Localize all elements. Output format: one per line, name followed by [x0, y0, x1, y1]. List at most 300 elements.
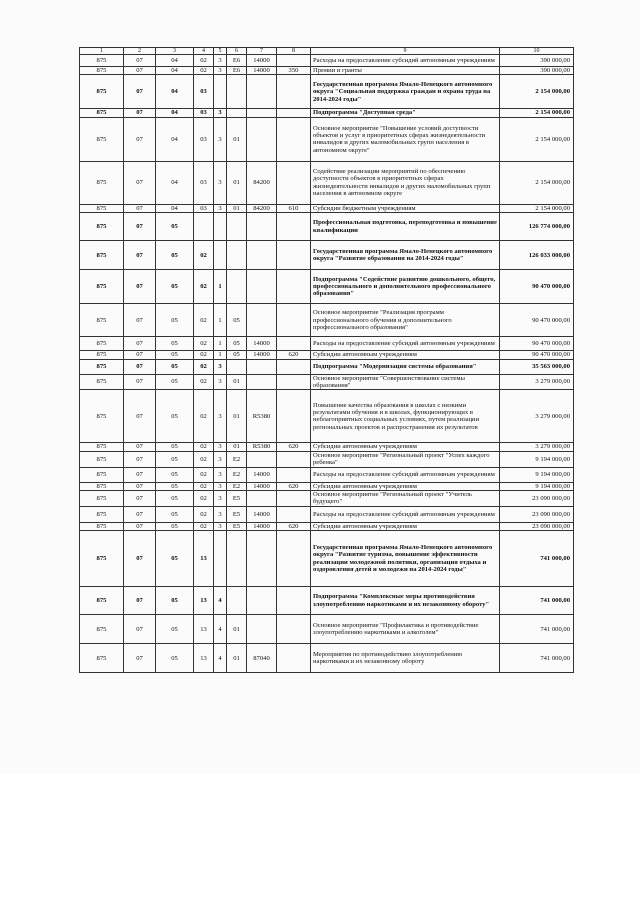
program-cell: 02: [194, 374, 214, 390]
activity-cell: 05: [227, 351, 247, 359]
description-cell: Подпрограмма "Содействие развитию дошкольного, общего, профессионального и дополнительного профессионального образования": [311, 270, 500, 304]
program-cell: 02: [194, 443, 214, 451]
expense-type-cell: [277, 491, 311, 507]
program-cell: 13: [194, 531, 214, 587]
subsection-cell: 05: [156, 304, 194, 337]
activity-cell: 01: [227, 374, 247, 390]
subsection-cell: 05: [156, 506, 194, 522]
section-cell: 07: [124, 390, 156, 443]
subsection-cell: 05: [156, 467, 194, 482]
amount-cell: 35 563 000,00: [500, 359, 574, 374]
subprogram-cell: [214, 241, 227, 270]
activity-cell: 05: [227, 337, 247, 351]
subprogram-cell: 3: [214, 451, 227, 467]
expense-type-cell: [277, 241, 311, 270]
table-row: [80, 482, 574, 490]
table-row: [80, 506, 574, 522]
subsection-cell: 05: [156, 531, 194, 587]
section-cell: 07: [124, 75, 156, 109]
description-cell: Государственная программа Ямало-Ненецкого автономного округа "Социальная поддержка граждан и охрана труда на 2014-2024 годы": [311, 75, 500, 109]
activity-cell: 01: [227, 161, 247, 204]
amount-cell: 2 154 000,00: [500, 117, 574, 161]
program-cell: 13: [194, 644, 214, 673]
column-number-header: 2: [124, 48, 156, 55]
activity-cell: 01: [227, 117, 247, 161]
description-cell: Премии и гранты: [311, 67, 500, 75]
column-number-header: 6: [227, 48, 247, 55]
admin-code-cell: 875: [80, 587, 124, 615]
activity-cell: 05: [227, 304, 247, 337]
subsection-cell: 05: [156, 213, 194, 241]
section-cell: 07: [124, 161, 156, 204]
description-cell: Расходы на предоставление субсидий автономным учреждениям: [311, 506, 500, 522]
activity-cell: 01: [227, 204, 247, 212]
subsection-cell: 05: [156, 390, 194, 443]
subsection-cell: 05: [156, 451, 194, 467]
subprogram-cell: 1: [214, 351, 227, 359]
description-cell: Государственная программа Ямало-Ненецкого автономного округа "Развитие туризма, повышение эффективности реализации молодежной политики, организация отдыха и оздоровления детей и молодежи на 2014-2024 годы": [311, 531, 500, 587]
column-number-header: 1: [80, 48, 124, 55]
table-row: [80, 587, 574, 615]
program-cell: 02: [194, 55, 214, 67]
amount-cell: 90 470 000,00: [500, 270, 574, 304]
program-cell: 03: [194, 117, 214, 161]
program-cell: 02: [194, 390, 214, 443]
direction-cell: 14000: [247, 522, 277, 530]
description-cell: Субсидии бюджетным учреждениям: [311, 204, 500, 212]
activity-cell: Е6: [227, 55, 247, 67]
activity-cell: 01: [227, 390, 247, 443]
description-cell: Расходы на предоставление субсидий автономным учреждениям: [311, 467, 500, 482]
subsection-cell: 05: [156, 270, 194, 304]
amount-cell: 9 194 000,00: [500, 467, 574, 482]
admin-code-cell: 875: [80, 241, 124, 270]
table-row: [80, 270, 574, 304]
table-row: [80, 204, 574, 212]
description-cell: Расходы на предоставление субсидий автономным учреждениям: [311, 337, 500, 351]
amount-cell: 741 000,00: [500, 615, 574, 644]
activity-cell: [227, 587, 247, 615]
subprogram-cell: 1: [214, 337, 227, 351]
expense-type-cell: [277, 117, 311, 161]
direction-cell: [247, 109, 277, 117]
subsection-cell: 05: [156, 359, 194, 374]
section-cell: 07: [124, 117, 156, 161]
amount-cell: 3 279 000,00: [500, 443, 574, 451]
subprogram-cell: 3: [214, 390, 227, 443]
expense-type-cell: [277, 506, 311, 522]
direction-cell: R5380: [247, 443, 277, 451]
expense-type-cell: [277, 337, 311, 351]
admin-code-cell: 875: [80, 531, 124, 587]
description-cell: Субсидии автономным учреждениям: [311, 351, 500, 359]
expense-type-cell: [277, 109, 311, 117]
subprogram-cell: 3: [214, 55, 227, 67]
amount-cell: 3 279 000,00: [500, 390, 574, 443]
subsection-cell: 05: [156, 241, 194, 270]
description-cell: Государственная программа Ямало-Ненецкого автономного округа "Развитие образования на 2014-2024 годы": [311, 241, 500, 270]
expense-type-cell: [277, 587, 311, 615]
amount-cell: 23 090 000,00: [500, 491, 574, 507]
table-row: [80, 644, 574, 673]
expense-type-cell: 610: [277, 204, 311, 212]
table-row: [80, 67, 574, 75]
admin-code-cell: 875: [80, 443, 124, 451]
admin-code-cell: 875: [80, 337, 124, 351]
program-cell: 02: [194, 241, 214, 270]
expense-type-cell: [277, 531, 311, 587]
direction-cell: [247, 117, 277, 161]
admin-code-cell: 875: [80, 67, 124, 75]
admin-code-cell: 875: [80, 75, 124, 109]
program-cell: 02: [194, 304, 214, 337]
amount-cell: 23 090 000,00: [500, 506, 574, 522]
direction-cell: [247, 491, 277, 507]
expense-type-cell: 620: [277, 522, 311, 530]
amount-cell: 741 000,00: [500, 587, 574, 615]
admin-code-cell: 875: [80, 522, 124, 530]
program-cell: 02: [194, 337, 214, 351]
amount-cell: 9 194 000,00: [500, 451, 574, 467]
expense-type-cell: 620: [277, 351, 311, 359]
section-cell: 07: [124, 67, 156, 75]
activity-cell: Е5: [227, 522, 247, 530]
expense-type-cell: [277, 161, 311, 204]
amount-cell: 23 090 000,00: [500, 522, 574, 530]
subprogram-cell: [214, 531, 227, 587]
direction-cell: [247, 270, 277, 304]
table-row: [80, 451, 574, 467]
subsection-cell: 05: [156, 491, 194, 507]
expense-type-cell: [277, 213, 311, 241]
activity-cell: [227, 359, 247, 374]
subprogram-cell: 3: [214, 522, 227, 530]
expense-type-cell: [277, 467, 311, 482]
section-cell: 07: [124, 506, 156, 522]
table-row: [80, 351, 574, 359]
program-cell: 02: [194, 351, 214, 359]
program-cell: 13: [194, 615, 214, 644]
table-row: [80, 491, 574, 507]
program-cell: 02: [194, 522, 214, 530]
amount-cell: 741 000,00: [500, 644, 574, 673]
column-number-header: 7: [247, 48, 277, 55]
section-cell: 07: [124, 351, 156, 359]
description-cell: Субсидии автономным учреждениям: [311, 482, 500, 490]
amount-cell: 126 033 000,00: [500, 241, 574, 270]
direction-cell: [247, 75, 277, 109]
section-cell: 07: [124, 587, 156, 615]
direction-cell: 14000: [247, 506, 277, 522]
subprogram-cell: 3: [214, 443, 227, 451]
description-cell: Повышение качества образования в школах с низкими результатами обучения и в школах, функционирующих в неблагоприятных социальных условиях, путем реализации региональных проектов и распространения их результатов: [311, 390, 500, 443]
subprogram-cell: 3: [214, 359, 227, 374]
subsection-cell: 04: [156, 117, 194, 161]
amount-cell: 3 279 000,00: [500, 374, 574, 390]
subprogram-cell: 4: [214, 587, 227, 615]
admin-code-cell: 875: [80, 55, 124, 67]
table-row: [80, 337, 574, 351]
section-cell: 07: [124, 55, 156, 67]
program-cell: 02: [194, 491, 214, 507]
program-cell: 13: [194, 587, 214, 615]
section-cell: 07: [124, 213, 156, 241]
subsection-cell: 05: [156, 337, 194, 351]
expense-type-cell: 620: [277, 482, 311, 490]
subsection-cell: 05: [156, 644, 194, 673]
section-cell: 07: [124, 467, 156, 482]
amount-cell: 9 194 000,00: [500, 482, 574, 490]
page-bottom-margin: [0, 773, 640, 905]
program-cell: 02: [194, 270, 214, 304]
subprogram-cell: [214, 75, 227, 109]
amount-cell: 126 774 000,00: [500, 213, 574, 241]
direction-cell: 14000: [247, 351, 277, 359]
subsection-cell: 04: [156, 75, 194, 109]
admin-code-cell: 875: [80, 390, 124, 443]
admin-code-cell: 875: [80, 359, 124, 374]
table-row: [80, 241, 574, 270]
subprogram-cell: 3: [214, 161, 227, 204]
subprogram-cell: 3: [214, 67, 227, 75]
table-row: [80, 467, 574, 482]
direction-cell: 84200: [247, 204, 277, 212]
program-cell: 02: [194, 67, 214, 75]
column-number-header: 9: [311, 48, 500, 55]
amount-cell: 90 470 000,00: [500, 337, 574, 351]
admin-code-cell: 875: [80, 270, 124, 304]
program-cell: 02: [194, 359, 214, 374]
direction-cell: R5380: [247, 390, 277, 443]
subprogram-cell: 1: [214, 270, 227, 304]
activity-cell: 01: [227, 443, 247, 451]
subprogram-cell: 4: [214, 644, 227, 673]
program-cell: 02: [194, 482, 214, 490]
subprogram-cell: 3: [214, 109, 227, 117]
amount-cell: 741 000,00: [500, 531, 574, 587]
admin-code-cell: 875: [80, 506, 124, 522]
section-cell: 07: [124, 109, 156, 117]
activity-cell: Е5: [227, 491, 247, 507]
admin-code-cell: 875: [80, 117, 124, 161]
activity-cell: [227, 270, 247, 304]
admin-code-cell: 875: [80, 351, 124, 359]
amount-cell: 390 000,00: [500, 55, 574, 67]
expense-type-cell: [277, 75, 311, 109]
table-row: [80, 75, 574, 109]
table-row: [80, 531, 574, 587]
activity-cell: Е2: [227, 451, 247, 467]
admin-code-cell: 875: [80, 482, 124, 490]
description-cell: Мероприятия по противодействию злоупотреблению наркотиками и их незаконному обороту: [311, 644, 500, 673]
amount-cell: 2 154 000,00: [500, 109, 574, 117]
direction-cell: [247, 304, 277, 337]
table-row: [80, 522, 574, 530]
description-cell: Основное мероприятие "Совершенствование системы образования": [311, 374, 500, 390]
section-cell: 07: [124, 241, 156, 270]
admin-code-cell: 875: [80, 451, 124, 467]
table-row: [80, 304, 574, 337]
program-cell: 03: [194, 161, 214, 204]
program-cell: 02: [194, 451, 214, 467]
activity-cell: Е2: [227, 482, 247, 490]
description-cell: Субсидии автономным учреждениям: [311, 443, 500, 451]
subprogram-cell: 3: [214, 482, 227, 490]
budget-table: [79, 47, 574, 673]
section-cell: 07: [124, 374, 156, 390]
subsection-cell: 05: [156, 522, 194, 530]
description-cell: Основное мероприятие "Региональный проект "Учитель будущего": [311, 491, 500, 507]
section-cell: 07: [124, 443, 156, 451]
admin-code-cell: 875: [80, 615, 124, 644]
activity-cell: [227, 531, 247, 587]
expense-type-cell: [277, 55, 311, 67]
program-cell: 03: [194, 109, 214, 117]
column-number-header: 3: [156, 48, 194, 55]
expense-type-cell: [277, 374, 311, 390]
section-cell: 07: [124, 451, 156, 467]
activity-cell: [227, 109, 247, 117]
expense-type-cell: 350: [277, 67, 311, 75]
description-cell: Содействие реализации мероприятий по обеспечению доступности объектов в приоритетных сферах жизнедеятельности инвалидов и других маломобильных групп населения в автономном округе: [311, 161, 500, 204]
expense-type-cell: 620: [277, 443, 311, 451]
admin-code-cell: 875: [80, 109, 124, 117]
admin-code-cell: 875: [80, 161, 124, 204]
expense-type-cell: [277, 451, 311, 467]
amount-cell: 2 154 000,00: [500, 75, 574, 109]
direction-cell: 14000: [247, 467, 277, 482]
expense-type-cell: [277, 644, 311, 673]
program-cell: 02: [194, 467, 214, 482]
description-cell: Субсидии автономным учреждениям: [311, 522, 500, 530]
admin-code-cell: 875: [80, 644, 124, 673]
direction-cell: [247, 374, 277, 390]
direction-cell: [247, 241, 277, 270]
program-cell: 02: [194, 506, 214, 522]
program-cell: [194, 213, 214, 241]
direction-cell: 14000: [247, 67, 277, 75]
table-row: [80, 55, 574, 67]
direction-cell: [247, 213, 277, 241]
direction-cell: [247, 615, 277, 644]
description-cell: Подпрограмма "Модернизация системы образования": [311, 359, 500, 374]
section-cell: 07: [124, 304, 156, 337]
subprogram-cell: 3: [214, 506, 227, 522]
subprogram-cell: 3: [214, 117, 227, 161]
amount-cell: 90 470 000,00: [500, 304, 574, 337]
description-cell: Основное мероприятие "Профилактика и противодействие злоупотреблению наркотиками и алкоголем": [311, 615, 500, 644]
table-row: [80, 117, 574, 161]
subsection-cell: 05: [156, 482, 194, 490]
section-cell: 07: [124, 644, 156, 673]
section-cell: 07: [124, 337, 156, 351]
direction-cell: 14000: [247, 337, 277, 351]
table-row: [80, 390, 574, 443]
activity-cell: [227, 241, 247, 270]
direction-cell: 84200: [247, 161, 277, 204]
section-cell: 07: [124, 270, 156, 304]
description-cell: Основное мероприятие "Реализация программ профессионального обучения и дополнительного профессионального образования": [311, 304, 500, 337]
expense-type-cell: [277, 270, 311, 304]
table-row: [80, 213, 574, 241]
admin-code-cell: 875: [80, 374, 124, 390]
subprogram-cell: 3: [214, 204, 227, 212]
direction-cell: 14000: [247, 482, 277, 490]
description-cell: Подпрограмма "Комплексные меры противодействия злоупотреблению наркотиками и их незаконному обороту": [311, 587, 500, 615]
direction-cell: 14000: [247, 55, 277, 67]
subsection-cell: 04: [156, 204, 194, 212]
subprogram-cell: 4: [214, 615, 227, 644]
description-cell: Основное мероприятие "Повышение условий доступности объектов и услуг в приоритетных сферах жизнедеятельности инвалидов и других маломобильных групп населения в автономном округе": [311, 117, 500, 161]
column-number-header: 10: [500, 48, 574, 55]
activity-cell: Е6: [227, 67, 247, 75]
direction-cell: [247, 451, 277, 467]
activity-cell: [227, 75, 247, 109]
admin-code-cell: 875: [80, 491, 124, 507]
section-cell: 07: [124, 615, 156, 644]
expense-type-cell: [277, 359, 311, 374]
amount-cell: 90 470 000,00: [500, 351, 574, 359]
section-cell: 07: [124, 204, 156, 212]
subsection-cell: 04: [156, 67, 194, 75]
program-cell: 03: [194, 75, 214, 109]
admin-code-cell: 875: [80, 213, 124, 241]
activity-cell: Е2: [227, 467, 247, 482]
subsection-cell: 05: [156, 374, 194, 390]
subprogram-cell: 3: [214, 467, 227, 482]
subsection-cell: 04: [156, 109, 194, 117]
table-row: [80, 374, 574, 390]
subsection-cell: 05: [156, 587, 194, 615]
description-cell: Расходы на предоставление субсидий автономным учреждениям: [311, 55, 500, 67]
section-cell: 07: [124, 531, 156, 587]
column-number-header: 8: [277, 48, 311, 55]
column-number-header: 4: [194, 48, 214, 55]
direction-cell: [247, 359, 277, 374]
description-cell: Подпрограмма "Доступная среда": [311, 109, 500, 117]
amount-cell: 390 000,00: [500, 67, 574, 75]
section-cell: 07: [124, 522, 156, 530]
expense-type-cell: [277, 390, 311, 443]
subsection-cell: 04: [156, 161, 194, 204]
amount-cell: 2 154 000,00: [500, 161, 574, 204]
table-row: [80, 359, 574, 374]
direction-cell: [247, 531, 277, 587]
amount-cell: 2 154 000,00: [500, 204, 574, 212]
subprogram-cell: 3: [214, 374, 227, 390]
activity-cell: [227, 213, 247, 241]
subsection-cell: 05: [156, 351, 194, 359]
activity-cell: Е5: [227, 506, 247, 522]
column-number-header: 5: [214, 48, 227, 55]
activity-cell: 01: [227, 644, 247, 673]
expense-type-cell: [277, 615, 311, 644]
table-row: [80, 443, 574, 451]
subsection-cell: 05: [156, 443, 194, 451]
direction-cell: 87040: [247, 644, 277, 673]
admin-code-cell: 875: [80, 304, 124, 337]
section-cell: 07: [124, 491, 156, 507]
subprogram-cell: [214, 213, 227, 241]
subsection-cell: 04: [156, 55, 194, 67]
expense-type-cell: [277, 304, 311, 337]
section-cell: 07: [124, 482, 156, 490]
subsection-cell: 05: [156, 615, 194, 644]
description-cell: Профессиональная подготовка, переподготовка и повышение квалификации: [311, 213, 500, 241]
subprogram-cell: 3: [214, 491, 227, 507]
admin-code-cell: 875: [80, 204, 124, 212]
section-cell: 07: [124, 359, 156, 374]
